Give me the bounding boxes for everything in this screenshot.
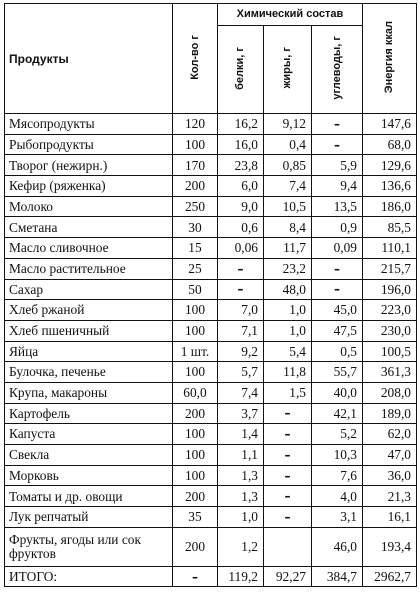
- header-quantity: [173, 4, 218, 114]
- fat-cell: 11,7: [264, 238, 312, 259]
- carbs-cell: –: [312, 279, 363, 300]
- product-name: Яйца: [5, 341, 173, 362]
- quantity-cell: 100: [173, 465, 218, 486]
- energy-cell: 208,0: [363, 382, 417, 403]
- product-name: Масло растительное: [5, 258, 173, 279]
- energy-cell: 85,5: [363, 217, 417, 238]
- energy-cell: 110,1: [363, 238, 417, 259]
- energy-cell: 136,6: [363, 176, 417, 197]
- fat-cell: –: [264, 507, 312, 528]
- protein-cell: 119,2: [218, 566, 264, 587]
- energy-cell: 68,0: [363, 134, 417, 155]
- product-name: Капуста: [5, 424, 173, 445]
- table-row: [5, 424, 417, 445]
- fat-cell: 92,27: [264, 566, 312, 587]
- carbs-cell: 384,7: [312, 566, 363, 587]
- header-products: Продукты: [5, 4, 173, 114]
- fat-cell: 1,0: [264, 320, 312, 341]
- carbs-cell: 42,1: [312, 403, 363, 424]
- quantity-cell: 100: [173, 300, 218, 321]
- fat-cell: –: [264, 445, 312, 466]
- energy-cell: 193,4: [363, 527, 417, 566]
- table-row: [5, 403, 417, 424]
- fat-cell: 0,85: [264, 155, 312, 176]
- header-carbs-label: углеводы, г: [330, 36, 343, 100]
- protein-cell: 1,0: [218, 507, 264, 528]
- product-name: Хлеб пшеничный: [5, 320, 173, 341]
- fat-cell: –: [264, 486, 312, 507]
- nutrition-table-container: [4, 3, 417, 587]
- table-row: [5, 382, 417, 403]
- fat-cell: [264, 527, 312, 566]
- header-energy-label: Энергия ккал: [383, 20, 395, 94]
- quantity-cell: 100: [173, 134, 218, 155]
- product-name: Сахар: [5, 279, 173, 300]
- product-name: Масло сливочное: [5, 238, 173, 259]
- product-name: Хлеб ржаной: [5, 300, 173, 321]
- fat-cell: 9,12: [264, 114, 312, 135]
- carbs-cell: 55,7: [312, 362, 363, 383]
- table-row: [5, 465, 417, 486]
- product-name: Булочка, печенье: [5, 362, 173, 383]
- table-row: [5, 300, 417, 321]
- quantity-cell: 120: [173, 114, 218, 135]
- quantity-cell: 100: [173, 320, 218, 341]
- protein-cell: 1,3: [218, 486, 264, 507]
- protein-cell: 6,0: [218, 176, 264, 197]
- header-carbs: [312, 26, 363, 114]
- table-row: [5, 527, 417, 566]
- table-row: [5, 238, 417, 259]
- protein-cell: 7,0: [218, 300, 264, 321]
- quantity-cell: 170: [173, 155, 218, 176]
- energy-cell: 230,0: [363, 320, 417, 341]
- protein-cell: 16,2: [218, 114, 264, 135]
- header-proteins-label: белки, г: [234, 46, 246, 90]
- energy-cell: 16,1: [363, 507, 417, 528]
- protein-cell: –: [218, 258, 264, 279]
- total-label: ИТОГО:: [5, 566, 173, 587]
- protein-cell: 23,8: [218, 155, 264, 176]
- energy-cell: 21,3: [363, 486, 417, 507]
- quantity-cell: 15: [173, 238, 218, 259]
- energy-cell: 129,6: [363, 155, 417, 176]
- quantity-cell: 200: [173, 176, 218, 197]
- fat-cell: 0,4: [264, 134, 312, 155]
- carbs-cell: 4,0: [312, 486, 363, 507]
- fat-cell: 5,4: [264, 341, 312, 362]
- product-name: Картофель: [5, 403, 173, 424]
- product-name: Молоко: [5, 196, 173, 217]
- product-name: Кефир (ряженка): [5, 176, 173, 197]
- table-row: [5, 445, 417, 466]
- table-row: [5, 196, 417, 217]
- table-row: [5, 114, 417, 135]
- energy-cell: 47,0: [363, 445, 417, 466]
- energy-cell: 215,7: [363, 258, 417, 279]
- protein-cell: 0,6: [218, 217, 264, 238]
- header-quantity-label: Кол-во г: [188, 34, 201, 80]
- quantity-cell: 30: [173, 217, 218, 238]
- table-row: [5, 155, 417, 176]
- quantity-cell: 100: [173, 362, 218, 383]
- quantity-cell: 1 шт.: [173, 341, 218, 362]
- quantity-cell: 50: [173, 279, 218, 300]
- quantity-cell: 200: [173, 527, 218, 566]
- fat-cell: 11,8: [264, 362, 312, 383]
- energy-cell: 2962,7: [363, 566, 417, 587]
- quantity-cell: 35: [173, 507, 218, 528]
- quantity-cell: 100: [173, 445, 218, 466]
- product-name: Лук репчатый: [5, 507, 173, 528]
- table-row: [5, 279, 417, 300]
- table-row: [5, 176, 417, 197]
- protein-cell: 1,2: [218, 527, 264, 566]
- header-fats: [264, 26, 312, 114]
- carbs-cell: 13,5: [312, 196, 363, 217]
- energy-cell: 196,0: [363, 279, 417, 300]
- quantity-cell: 25: [173, 258, 218, 279]
- quantity-cell: –: [173, 566, 218, 587]
- protein-cell: 3,7: [218, 403, 264, 424]
- product-name: Творог (нежирн.): [5, 155, 173, 176]
- protein-cell: 1,4: [218, 424, 264, 445]
- carbs-cell: 47,5: [312, 320, 363, 341]
- header-fats-label: жиры, г: [281, 47, 293, 89]
- fat-cell: 7,4: [264, 176, 312, 197]
- fat-cell: –: [264, 465, 312, 486]
- table-row: [5, 362, 417, 383]
- protein-cell: 7,4: [218, 382, 264, 403]
- product-name: Фрукты, ягоды или сок фруктов: [5, 527, 173, 566]
- carbs-cell: 9,4: [312, 176, 363, 197]
- product-name: Крупа, макароны: [5, 382, 173, 403]
- fat-cell: 8,4: [264, 217, 312, 238]
- fat-cell: 23,2: [264, 258, 312, 279]
- carbs-cell: 46,0: [312, 527, 363, 566]
- energy-cell: 147,6: [363, 114, 417, 135]
- product-name: Мясопродукты: [5, 114, 173, 135]
- carbs-cell: 40,0: [312, 382, 363, 403]
- energy-cell: 36,0: [363, 465, 417, 486]
- product-name: Томаты и др. овощи: [5, 486, 173, 507]
- quantity-cell: 200: [173, 486, 218, 507]
- carbs-cell: –: [312, 134, 363, 155]
- header-energy: [363, 4, 417, 114]
- carbs-cell: –: [312, 114, 363, 135]
- carbs-cell: –: [312, 258, 363, 279]
- table-row: [5, 486, 417, 507]
- protein-cell: 9,2: [218, 341, 264, 362]
- carbs-cell: 5,9: [312, 155, 363, 176]
- table-row: [5, 320, 417, 341]
- energy-cell: 223,0: [363, 300, 417, 321]
- product-name: Морковь: [5, 465, 173, 486]
- carbs-cell: 0,9: [312, 217, 363, 238]
- table-row: [5, 507, 417, 528]
- quantity-cell: 250: [173, 196, 218, 217]
- protein-cell: 7,1: [218, 320, 264, 341]
- fat-cell: 48,0: [264, 279, 312, 300]
- carbs-cell: 45,0: [312, 300, 363, 321]
- table-row: [5, 258, 417, 279]
- quantity-cell: 60,0: [173, 382, 218, 403]
- table-row: [5, 217, 417, 238]
- protein-cell: 1,3: [218, 465, 264, 486]
- table-row: [5, 341, 417, 362]
- protein-cell: –: [218, 279, 264, 300]
- carbs-cell: 0,09: [312, 238, 363, 259]
- quantity-cell: 100: [173, 424, 218, 445]
- carbs-cell: 10,3: [312, 445, 363, 466]
- carbs-cell: 0,5: [312, 341, 363, 362]
- total-row: [5, 566, 417, 587]
- fat-cell: 1,5: [264, 382, 312, 403]
- table-row: [5, 134, 417, 155]
- protein-cell: 9,0: [218, 196, 264, 217]
- protein-cell: 0,06: [218, 238, 264, 259]
- nutrition-table: [4, 3, 417, 587]
- protein-cell: 1,1: [218, 445, 264, 466]
- fat-cell: 10,5: [264, 196, 312, 217]
- energy-cell: 186,0: [363, 196, 417, 217]
- fat-cell: –: [264, 403, 312, 424]
- protein-cell: 5,7: [218, 362, 264, 383]
- carbs-cell: 7,6: [312, 465, 363, 486]
- header-proteins: [218, 26, 264, 114]
- protein-cell: 16,0: [218, 134, 264, 155]
- carbs-cell: 3,1: [312, 507, 363, 528]
- energy-cell: 62,0: [363, 424, 417, 445]
- fat-cell: 1,0: [264, 300, 312, 321]
- header-chemical-composition: Химический состав: [218, 4, 363, 26]
- energy-cell: 100,5: [363, 341, 417, 362]
- product-name: Рыбопродукты: [5, 134, 173, 155]
- energy-cell: 361,3: [363, 362, 417, 383]
- product-name: Свекла: [5, 445, 173, 466]
- quantity-cell: 200: [173, 403, 218, 424]
- fat-cell: –: [264, 424, 312, 445]
- product-name: Сметана: [5, 217, 173, 238]
- carbs-cell: 5,2: [312, 424, 363, 445]
- energy-cell: 189,0: [363, 403, 417, 424]
